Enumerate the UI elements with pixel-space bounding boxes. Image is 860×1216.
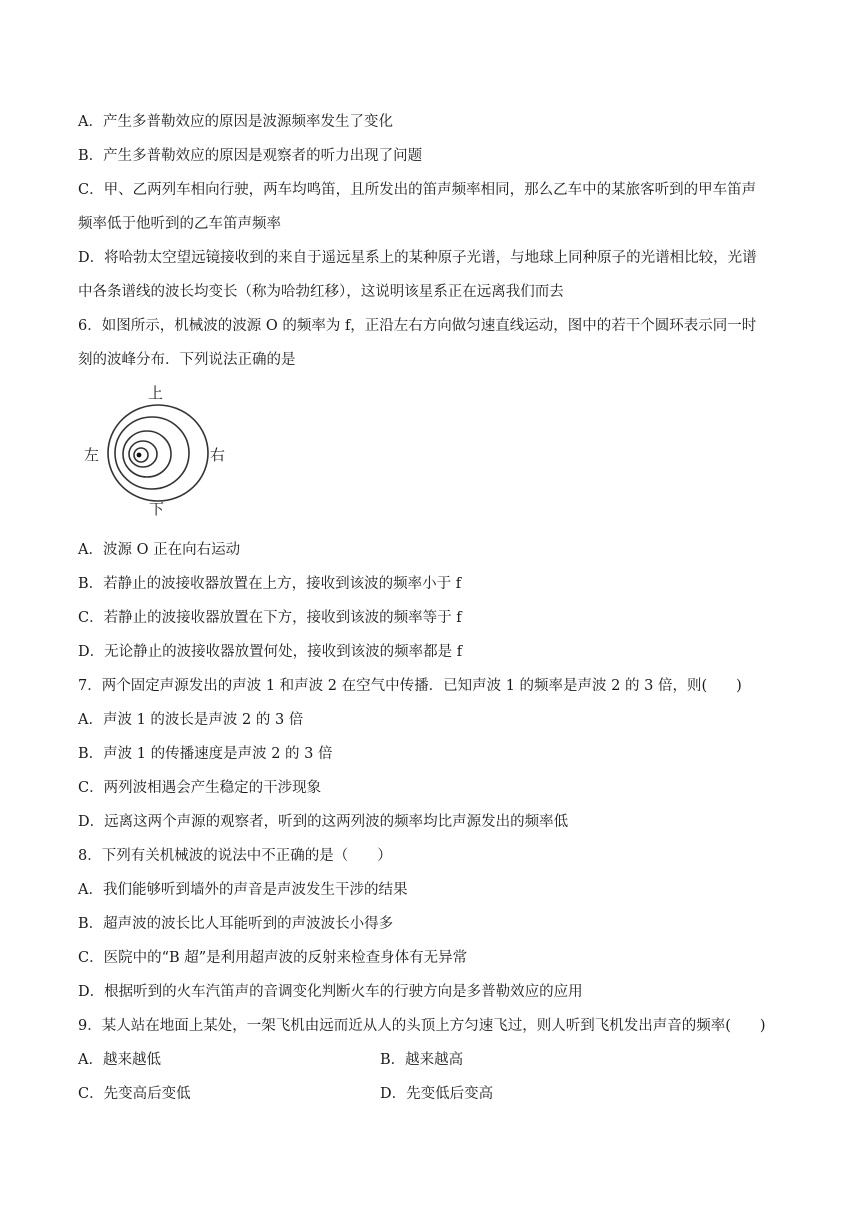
label-down: 下 [149, 500, 165, 518]
q5-option-d-line2: 中各条谱线的波长均变长（称为哈勃红移），这说明该星系正在远离我们而去 [78, 284, 564, 300]
wave-source-dot [137, 453, 142, 458]
q8-option-a: A．我们能够听到墙外的声音是声波发生干涉的结果 [78, 882, 408, 898]
q6-option-d: D．无论静止的波接收器放置何处，接收到该波的频率都是 f [78, 644, 463, 660]
label-left: 左 [84, 446, 100, 464]
wavefront-ring-2 [115, 417, 189, 489]
q9-option-b: B．越来越高 [380, 1052, 464, 1068]
q7-option-d: D．远离这两个声源的观察者，听到的这两列波的频率均比声源发出的频率低 [78, 814, 569, 830]
q7-option-b: B．声波 1 的传播速度是声波 2 的 3 倍 [78, 746, 333, 762]
q5-option-d-line1: D．将哈勃太空望远镜接收到的来自于遥远星系上的某种原子光谱，与地球上同种原子的光谱相比较，光谱 [78, 250, 757, 266]
q7-stem: 7．两个固定声源发出的声波 1 和声波 2 在空气中传播．已知声波 1 的频率是声波 2 的 3 倍，则( ) [78, 678, 742, 694]
q6-stem-line2: 刻的波峰分布．下列说法正确的是 [78, 352, 296, 368]
q7-option-a: A．声波 1 的波长是声波 2 的 3 倍 [78, 712, 304, 728]
wavefront-ring-3 [123, 431, 171, 477]
q5-option-c-line2: 频率低于他听到的乙车笛声频率 [78, 216, 281, 232]
q8-option-d: D．根据听到的火车汽笛声的音调变化判断火车的行驶方向是多普勒效应的应用 [78, 984, 583, 1000]
q6-option-b: B．若静止的波接收器放置在上方，接收到该波的频率小于 f [78, 576, 462, 592]
q7-option-c: C．两列波相遇会产生稳定的干涉现象 [78, 780, 322, 796]
q8-option-c: C．医院中的“B 超”是利用超声波的反射来检查身体有无异常 [78, 950, 468, 966]
q6-option-c: C．若静止的波接收器放置在下方，接收到该波的频率等于 f [78, 610, 462, 626]
wavefront-ring-4 [129, 441, 157, 467]
q8-stem: 8．下列有关机械波的说法中不正确的是（ ） [78, 848, 392, 864]
q6-option-a: A．波源 O 正在向右运动 [78, 542, 241, 558]
q9-option-c: C．先变高后变低 [78, 1086, 191, 1102]
q5-option-c-line1: C．甲、乙两列车相向行驶，两车均鸣笛，且所发出的笛声频率相同，那么乙车中的某旅客听到的甲车笛声 [78, 182, 757, 198]
q9-option-a: A．越来越低 [78, 1052, 161, 1068]
q9-stem: 9．某人站在地面上某处，一架飞机由远而近从人的头顶上方匀速飞过，则人听到飞机发出声音的频率( ) [78, 1018, 766, 1034]
q5-option-b: B．产生多普勒效应的原因是观察者的听力出现了问题 [78, 148, 423, 164]
q6-stem-line1: 6．如图所示，机械波的波源 O 的频率为 f，正沿左右方向做匀速直线运动，图中的若干个圆环表示同一时 [78, 318, 757, 334]
q5-option-a: A．产生多普勒效应的原因是波源频率发生了变化 [78, 114, 393, 130]
q9-option-d: D．先变低后变高 [380, 1086, 494, 1102]
q8-option-b: B．超声波的波长比人耳能听到的声波波长小得多 [78, 916, 394, 932]
wave-source-figure [82, 384, 232, 520]
label-up: 上 [148, 384, 164, 402]
label-right: 右 [210, 446, 226, 464]
